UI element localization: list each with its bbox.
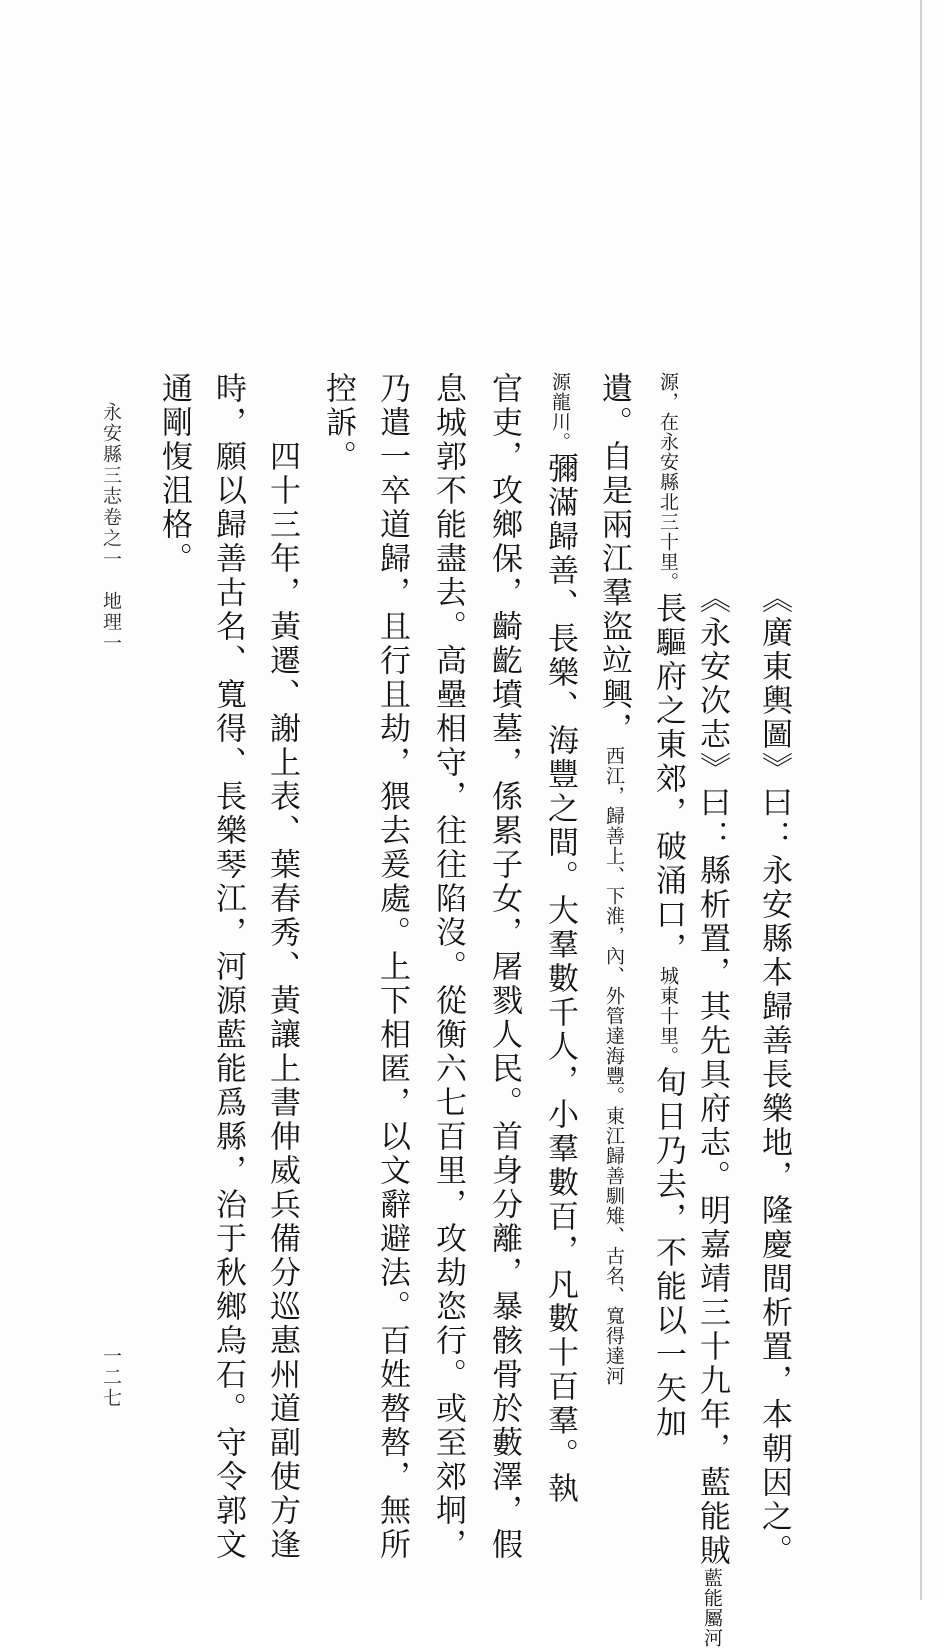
text-column-10 (264, 372, 300, 1562)
text-column-3 (650, 372, 686, 1440)
text-column-9 (320, 372, 356, 474)
text-column-1 (756, 582, 792, 1568)
text-column-8 (374, 372, 410, 1562)
column-text: 息城郭不能盡去。高壘相守，往往陷沒。從衡六七百里，攻劫恣行。或至郊坰， (430, 372, 466, 1562)
column-text: 官吏，攻鄉保，齮齕墳墓，係累子女，屠戮人民。首身分離，暴骸骨於藪澤，假 (486, 372, 522, 1562)
column-text: 遺。自是兩江羣盜竝興， (596, 372, 632, 746)
inline-note: 藍能屬河 (701, 1568, 723, 1648)
column-text: 控訴。 (320, 372, 356, 474)
column-text: 旬日乃去，不能以一矢加 (650, 1066, 686, 1440)
column-text: 時，願以歸善古名、寬得、長樂琴江，河源藍能爲縣，治于秋鄉烏石。守令郭文 (210, 372, 246, 1562)
page-number: 一二七 (100, 1346, 122, 1409)
inline-note: 在永安縣北三十里。 (657, 412, 679, 592)
column-text: 彌滿歸善、長樂、海豐之間。大羣數千人，小羣數百，凡數十百羣。執 (542, 452, 578, 1506)
inline-note: 城東十里。 (657, 966, 679, 1066)
inline-note: 源， (657, 372, 679, 412)
column-text: 長驅府之東郊，破涌口， (650, 592, 686, 966)
page-fold-line (920, 0, 922, 1600)
text-column-12 (156, 372, 192, 576)
text-column-7 (430, 372, 466, 1562)
inline-note: 西江，歸善上、下淮，內、外管達海豐。東江歸善馴雉、古名、寬得達河 (603, 746, 625, 1386)
text-column-11 (210, 372, 246, 1562)
column-text: 通剛愎沮格。 (156, 372, 192, 576)
column-text: 四十三年，黃遷、謝上表、葉春秀、黃讓上書伸威兵備分巡惠州道副使方逢 (264, 372, 300, 1562)
column-text: 《廣東輿圖》曰：永安縣本歸善長樂地，隆慶間析置，本朝因之。 (756, 582, 792, 1568)
column-text: 《永安次志》曰：縣析置，其先具府志。明嘉靖三十九年，藍能賊 (694, 582, 730, 1568)
text-column-2 (694, 582, 730, 1648)
text-column-6 (486, 372, 522, 1562)
text-column-5 (542, 372, 578, 1506)
running-title: 永安縣三志卷之一 地理一 (100, 402, 122, 654)
inline-note: 源龍川。 (549, 372, 571, 452)
text-column-4 (596, 372, 632, 1386)
column-text: 乃遣一卒道歸，且行且劫，猥去爰處。上下相匿，以文辭避法。百姓嗸嗸，無所 (374, 372, 410, 1562)
